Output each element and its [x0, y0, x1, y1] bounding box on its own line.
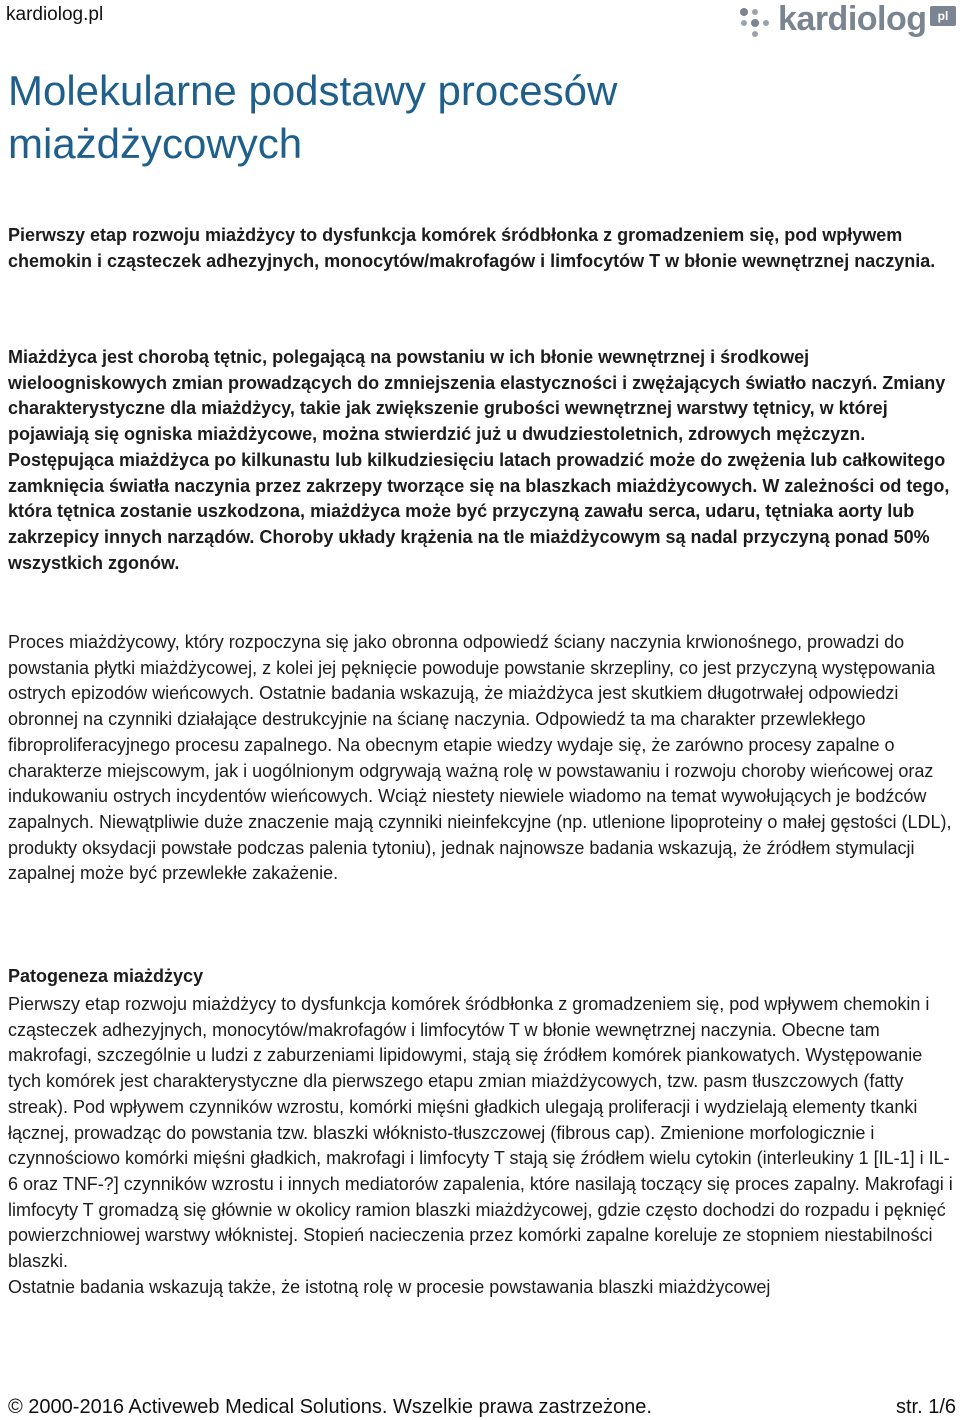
article-body-paragraph: Proces miażdżycowy, który rozpoczyna się jako obronna odpowiedź ściany naczynia krwionośnego, prowadzi do powstania płytki miażdżycowej, z kolei jej pęknięcie powoduje powstanie skrzepliny, co jest przyczyną występowania ostrych epizodów wieńcowych. Ostatnie badania wskazują, że miażdżyca jest skutkiem długotrwałej odpowiedzi obronnej na czynniki działające destrukcyjnie na ścianę naczynia. Odpowiedź ta ma charakter przewlekłego fibroproliferacyjnego procesu zapalnego. Na obecnym etapie wiedzy wydaje się, że zarówno procesy zapalne o charakterze miejscowym, jak i uogólnionym odgrywają ważną rolę w powstawaniu i rozwoju choroby wieńcowej oraz indukowaniu ostrych incydentów wieńcowych. Wciąż niestety niewiele wiadomo na temat wywołujących je bodźców zapalnych. Niewątpliwie duże znaczenie mają czynniki nieinfekcyjne (np. utlenione lipoproteiny o małej gęstości (LDL), produkty oksydacji powstałe podczas palenia tytoniu), jednak najnowsze badania wskazują, że źródłem stymulacji zapalnej może być przewlekłe zakażenie.: [8, 632, 952, 884]
logo-dots-icon: [738, 4, 774, 40]
page-number: str. 1/6: [895, 1396, 956, 1418]
logo-badge: pl: [930, 6, 956, 26]
kardiolog-logo[interactable]: [738, 2, 956, 42]
section-title: Patogeneza miażdżycy: [8, 966, 204, 986]
article-summary: Miażdżyca jest chorobą tętnic, polegającą na powstaniu w ich błonie wewnętrznej i środkowej wieloogniskowych zmian prowadzących do zmniejszenia elastyczności i zwężających światło naczyń. Zmiany charakterystyczne dla miażdżycy, takie jak zwiększenie grubości wewnętrznej warstwy tętnicy, w której pojawiają się ogniska miażdżycowe, można stwierdzić już u dwudziestoletnich, zdrowych mężczyzn. Postępująca miażdżyca po kilkunastu lub kilkudziesięciu latach prowadzić może do zwężenia lub całkowitego zamknięcia światła naczynia przez zakrzepy tworzące się na blaszkach miażdżycowych. W zależności od tego, która tętnica zostanie uszkodzona, miażdżyca może być przyczyną zawału serca, udaru, tętniaka aorty lub zakrzepicy innych narządów. Choroby układy krążenia na tle miażdżycowym są nadal przyczyną ponad 50% wszystkich zgonów.: [8, 347, 950, 573]
article-lead: Pierwszy etap rozwoju miażdżycy to dysfunkcja komórek śródbłonka z gromadzeniem się, pod wpływem chemokin i cząsteczek adhezyjnych, monocytów/makrofagów i limfocytów T w błonie wewnętrznej naczynia.: [8, 225, 936, 271]
article-title: Molekularne podstawy procesów miażdżycowych: [8, 67, 618, 167]
logo-text: kardiolog: [778, 0, 927, 38]
section-paragraph: Ostatnie badania wskazują także, że istotną rolę w procesie powstawania blaszki miażdżycowej: [8, 1276, 771, 1297]
section-body: [8, 992, 958, 1300]
site-name: kardiolog.pl: [6, 4, 104, 25]
footer-copyright: © 2000-2016 Activeweb Medical Solutions. Wszelkie prawa zastrzeżone.: [8, 1396, 652, 1418]
section-paragraph: Pierwszy etap rozwoju miażdżycy to dysfunkcja komórek śródbłonka z gromadzeniem się, pod wpływem chemokin i cząsteczek adhezyjnych, monocytów/makrofagów i limfocytów T w błonie wewnętrznej naczynia. Obecne tam makrofagi, szczególnie u ludzi z zaburzeniami lipidowymi, stają się źródłem komórek piankowatych. Występowanie tych komórek jest charakterystyczne dla pierwszego etapu zmian miażdżycowych, tzw. pasm tłuszczowych (fatty streak). Pod wpływem czynników wzrostu, komórki mięśni gładkich ulegają proliferacji i wydzielają elementy tkanki łącznej, prowadząc do powstania tzw. blaszki włóknisto-tłuszczowej (fibrous cap). Zmienione morfologicznie i czynnościowo komórki mięśni gładkich, makrofagi i limfocyty T stają się źródłem wielu cytokin (interleukiny 1 [IL-1] i IL-6 oraz TNF-?] czynników wzrostu i innych mediatorów zapalenia, które nasilają toczący się proces zapalny. Makrofagi i limfocyty T gromadzą się głównie w okolicy ramion blaszki miażdżycowej, gdzie często dochodzi do rozpadu i pęknięć powierzchniowej warstwy włóknistej. Stopień nacieczenia przez komórki zapalne koreluje ze stopniem niestabilności blaszki.: [8, 994, 953, 1272]
